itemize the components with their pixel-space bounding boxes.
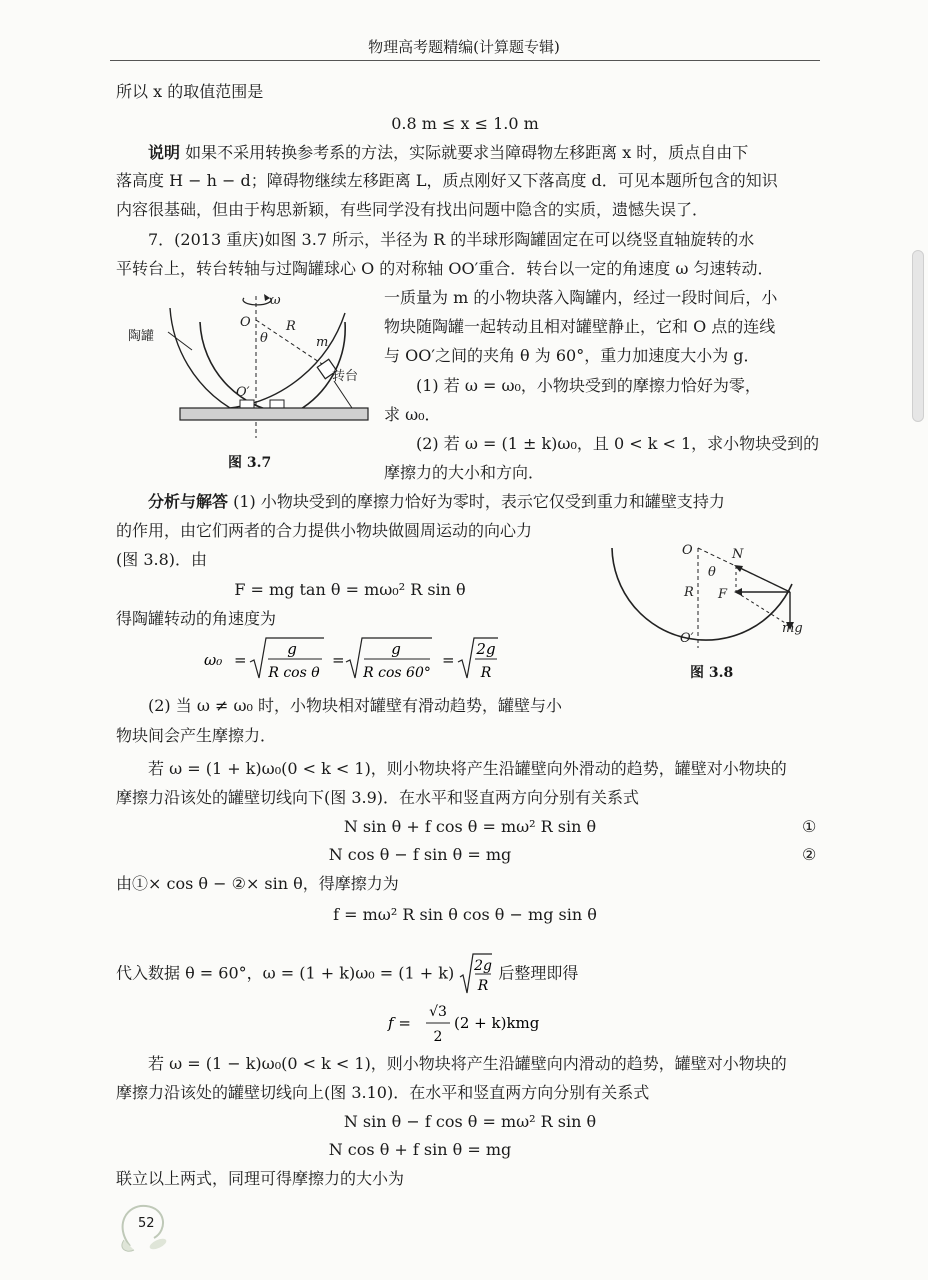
text-line: 与 OO′之间的夹角 θ 为 60°，重力加速度大小为 g． (384, 346, 760, 365)
figure-3-8-caption: 图 3.8 (690, 665, 734, 681)
text-line: 一质量为 m 的小物块落入陶罐内，经过一段时间后，小 (384, 288, 778, 307)
svg-text:R: R (480, 665, 492, 681)
equation-number-2: ② (802, 845, 817, 864)
substitution-line: 代入数据 θ = 60°，ω = (1 + k)ω₀ = (1 + k) 2g R 后整理即得 (116, 951, 578, 997)
O-prime-label: O′ (236, 385, 250, 400)
svg-text:g: g (391, 640, 401, 658)
svg-text:ω₀: ω₀ (204, 651, 223, 669)
sqrt-fraction (459, 951, 493, 997)
svg-text:=: = (442, 651, 455, 669)
m-label: m (316, 335, 329, 350)
text-line: 落高度 H − h − d；障碍物继续左移距离 L，质点刚好又下落高度 d．可见本题所包含的知识 (116, 171, 778, 190)
equation-friction: f = mω² R sin θ cos θ − mg sin θ (333, 905, 597, 924)
theta-label: θ (708, 565, 716, 580)
text-line: 所以 x 的取值范围是 (116, 82, 264, 101)
figure-3-7-caption: 图 3.7 (228, 455, 272, 471)
text-line: 若 ω = (1 − k)ω₀(0 < k < 1)，则小物块将产生沿罐壁向内滑动的趋势，罐壁对小物块的 (148, 1054, 787, 1073)
svg-text:2g: 2g (474, 958, 493, 974)
equation-1: N sin θ + f cos θ = mω² R sin θ (343, 817, 597, 836)
equation-centripetal: F = mg tan θ = mω₀² R sin θ (234, 580, 466, 599)
text-line: 联立以上两式，同理可得摩擦力的大小为 (116, 1169, 405, 1188)
scrollbar-thumb[interactable] (912, 250, 924, 422)
text-line: 平转台上，转台转轴与过陶罐球心 O 的对称轴 OO′重合．转台以一定的角速度 ω 匀速转动． (116, 259, 774, 278)
problem-statement: 7．(2013 重庆)如图 3.7 所示，半径为 R 的半球形陶罐固定在可以绕竖直轴旋转的水 (148, 230, 755, 249)
theta-label: θ (260, 331, 268, 346)
equation-2: N cos θ − f sin θ = mg (328, 845, 512, 864)
O-label: O (682, 543, 693, 558)
text-line: 由①× cos θ − ②× sin θ，得摩擦力为 (116, 874, 399, 893)
text-line: 的作用，由它们两者的合力提供小物块做圆周运动的向心力 (116, 521, 533, 540)
range-equation: 0.8 m ≤ x ≤ 1.0 m (391, 114, 539, 133)
text-line: 内容很基础，但由于构思新颖，有些同学没有找出问题中隐含的实质，遗憾失误了． (116, 200, 709, 219)
svg-text:R: R (478, 978, 489, 994)
equation-friction-result (386, 998, 556, 1050)
O-label: O (240, 315, 251, 330)
text-line: 摩擦力沿该处的罐壁切线向上(图 3.10)．在水平和竖直两方向分别有关系式 (116, 1083, 650, 1102)
text-line: (1) 小物块受到的摩擦力恰好为零时，表示它仅受到重力和罐壁支持力 (233, 492, 725, 511)
analysis-label: 分析与解答 (148, 492, 229, 511)
R-label: R (684, 585, 694, 600)
O-prime-label: O′ (680, 631, 694, 646)
text-line: 如果不采用转换参考系的方法，实际就要求当障碍物左移距离 x 时，质点自由下 (185, 143, 749, 162)
question-1: (1) 若 ω = ω₀，小物块受到的摩擦力恰好为零， (416, 376, 761, 395)
equation-omega0 (196, 632, 516, 688)
page-number: 52 (138, 1216, 155, 1231)
figure-3-8 (600, 536, 815, 672)
mg-label: mg (782, 621, 803, 636)
equation-4: N cos θ + f sin θ = mg (328, 1140, 512, 1159)
svg-text:=: = (332, 651, 345, 669)
equation-3: N sin θ − f cos θ = mω² R sin θ (343, 1112, 597, 1131)
note-label: 说明 (148, 143, 181, 162)
header-rule (110, 60, 820, 61)
equation-number-1: ① (802, 817, 817, 836)
svg-text:2: 2 (433, 1029, 443, 1045)
text-line: 摩擦力的大小和方向． (384, 463, 545, 482)
omega-label: ω (270, 293, 281, 308)
text-line: (图 3.8)．由 (116, 550, 208, 569)
svg-text:g: g (287, 640, 297, 658)
svg-text:R cos θ: R cos θ (268, 665, 320, 681)
svg-text:f =: f = (388, 1014, 411, 1032)
svg-text:=: = (234, 651, 247, 669)
svg-text:√3: √3 (429, 1004, 447, 1020)
text-line: 得陶罐转动的角速度为 (116, 609, 277, 628)
bowl-curve (612, 548, 792, 640)
svg-text:(2 + k)kmg: (2 + k)kmg (454, 1014, 540, 1032)
text-line: 摩擦力沿该处的罐壁切线向下(图 3.9)．在水平和竖直两方向分别有关系式 (116, 788, 640, 807)
text-line: (2) 当 ω ≠ ω₀ 时，小物块相对罐壁有滑动趋势，罐壁与小 (148, 696, 563, 715)
svg-text:R cos 60°: R cos 60° (363, 665, 431, 681)
N-label: N (732, 547, 744, 562)
running-header: 物理高考题精编(计算题专辑) (368, 38, 560, 56)
text-line: 物块随陶罐一起转动且相对罐壁静止，它和 O 点的连线 (384, 317, 776, 336)
question-2: (2) 若 ω = (1 ± k)ω₀，且 0 < k < 1，求小物块受到的 (416, 434, 820, 453)
text-line: 若 ω = (1 + k)ω₀(0 < k < 1)，则小物块将产生沿罐壁向外滑动的趋势，罐壁对小物块的 (148, 759, 787, 778)
jar-label: 陶罐 (128, 329, 155, 344)
figure-3-7 (120, 288, 380, 470)
table-label: 转台 (332, 369, 359, 384)
svg-text:2g: 2g (476, 640, 496, 658)
text-line: 求 ω₀． (384, 405, 441, 424)
text-line: 物块间会产生摩擦力． (116, 726, 277, 745)
R-label: R (286, 319, 296, 334)
F-label: F (718, 587, 728, 602)
turntable (180, 408, 368, 420)
